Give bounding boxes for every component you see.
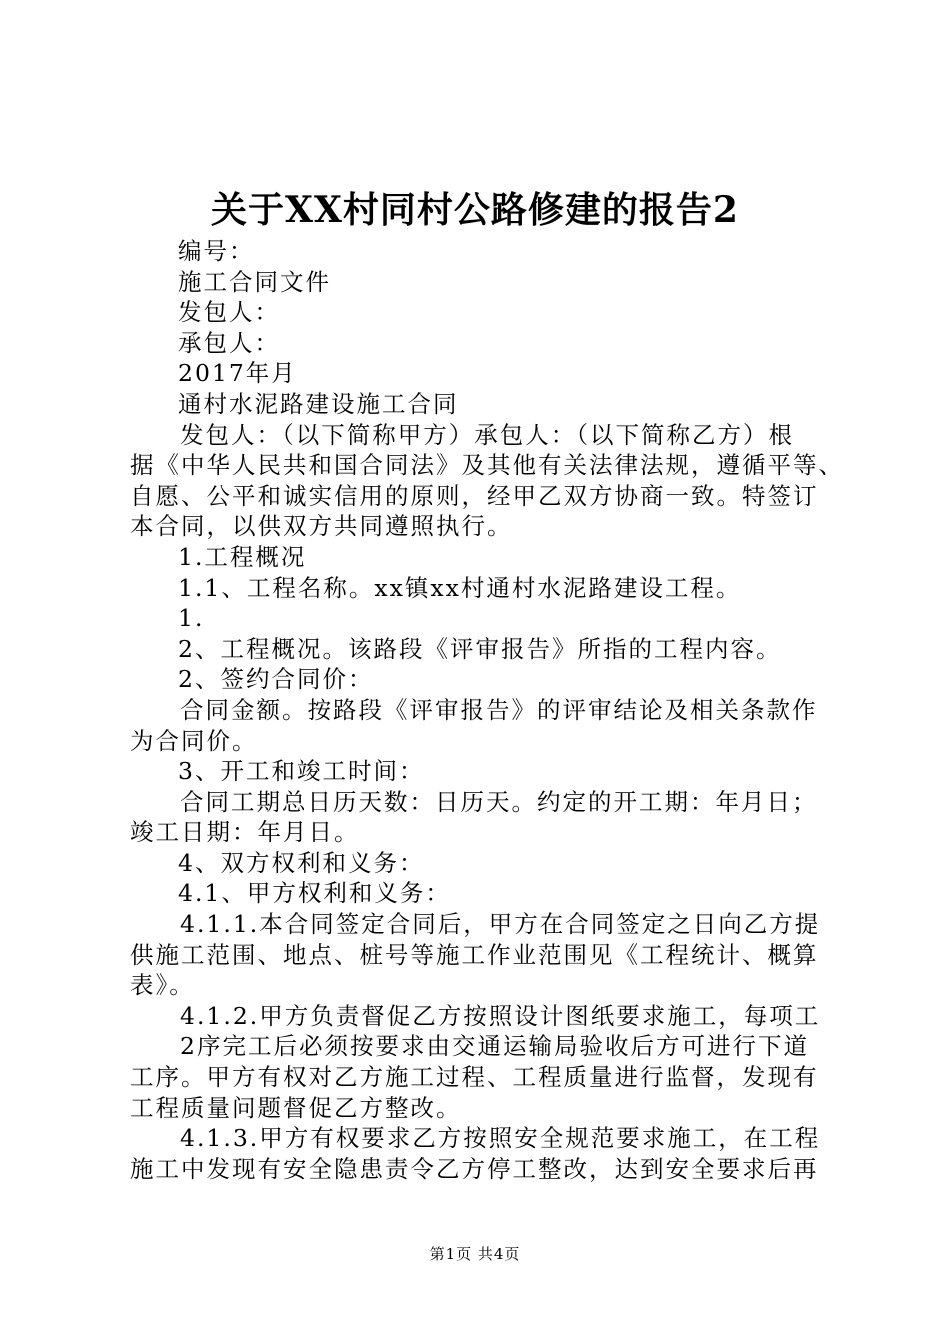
text-line: 4.1.3.甲方有权要求乙方按照安全规范要求施工，在工程 — [180, 1124, 821, 1153]
page-footer: 第1页 共4页 — [429, 1245, 521, 1263]
text-line: 3、开工和竣工时间： — [178, 757, 425, 786]
text-line: 合同工期总日历天数：日历天。约定的开工期：年月日； — [180, 787, 818, 816]
text-line: 工程质量问题督促乙方整改。 — [130, 1093, 462, 1122]
text-line: 施工中发现有安全隐患责令乙方停工整改，达到安全要求后再 — [130, 1154, 819, 1183]
text-line: 4.1、甲方权利和义务： — [178, 879, 451, 908]
text-line: 1.工程概况 — [178, 542, 307, 571]
text-line: 发包人：（以下简称甲方）承包人：（以下简称乙方）根 — [180, 420, 794, 449]
text-line: 本合同，以供双方共同遵照执行。 — [130, 512, 513, 541]
document-title: 关于XX村同村公路修建的报告2 — [211, 189, 739, 231]
text-line: 2、签约合同价： — [178, 665, 374, 694]
text-line: 1. — [178, 604, 205, 633]
text-line: 4.1.2.甲方负责督促乙方按照设计图纸要求施工，每项工 — [180, 1001, 821, 1030]
text-line: 2、工程概况。该路段《评审报告》所指的工程内容。 — [178, 634, 782, 663]
text-line: 编号： — [178, 237, 255, 265]
text-line: 4.1.1.本合同签定合同后，甲方在合同签定之日向乙方提 — [180, 910, 821, 939]
text-line: 据《中华人民共和国合同法》及其他有关法律法规，遵循平等、 — [130, 451, 844, 480]
text-line: 通村水泥路建设施工合同 — [178, 389, 459, 418]
text-line: 2017年月 — [178, 359, 297, 388]
text-line: 自愿、公平和诚实信用的原则，经甲乙双方协商一致。特签订 — [130, 481, 819, 510]
text-line: 表》。 — [130, 971, 195, 1000]
text-line: 为合同价。 — [130, 726, 258, 755]
text-line: 合同金额。按路段《评审报告》的评审结论及相关条款作 — [180, 695, 818, 724]
text-line: 竣工日期：年月日。 — [130, 818, 360, 847]
document-body — [130, 236, 844, 1184]
text-line: 4、双方权利和义务： — [178, 848, 425, 877]
text-line: 2序完工后必须按要求由交通运输局验收后方可进行下道 — [180, 1032, 809, 1061]
text-line: 1.1、工程名称。xx镇xx村通村水泥路建设工程。 — [178, 573, 742, 602]
text-line: 供施工范围、地点、桩号等施工作业范围见《工程统计、概算 — [130, 940, 819, 969]
text-line: 工序。甲方有权对乙方施工过程、工程质量进行监督，发现有 — [130, 1063, 819, 1092]
text-line: 承包人： — [178, 328, 280, 357]
text-line: 施工合同文件 — [178, 267, 331, 296]
text-line: 发包人： — [178, 298, 280, 327]
